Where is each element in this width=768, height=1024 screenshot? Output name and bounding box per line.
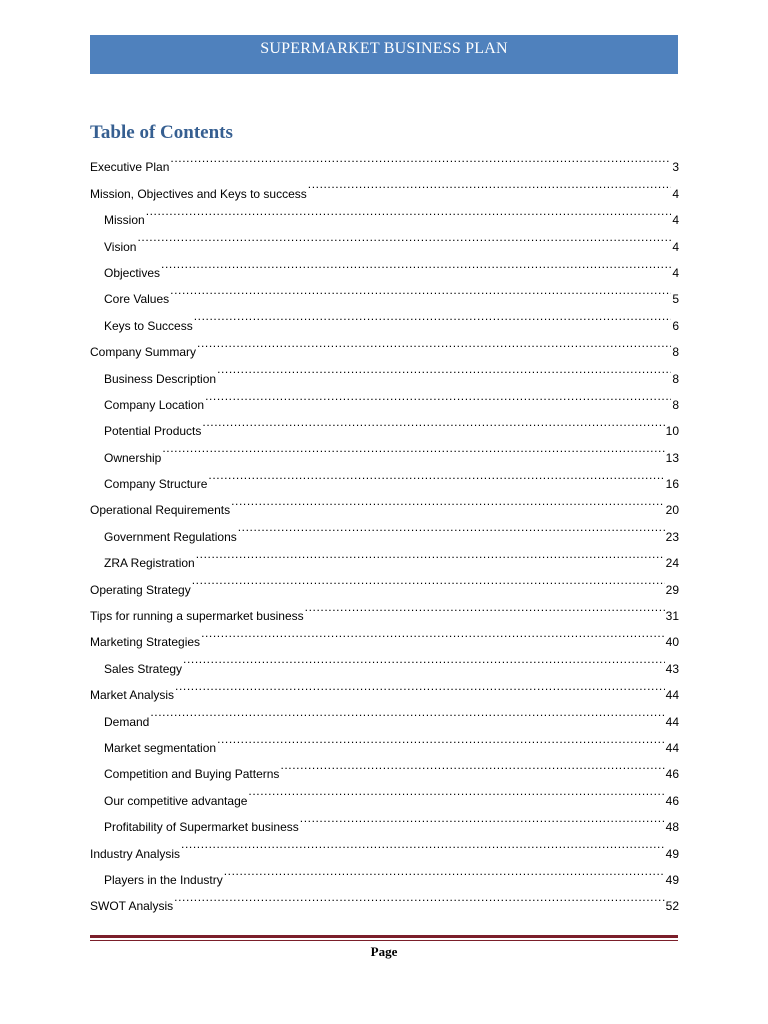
- toc-dot-leader: [280, 752, 664, 778]
- toc-entry-page-number: 46: [665, 793, 679, 808]
- toc-entry-title: Potential Products: [104, 424, 202, 439]
- toc-entry-page-number: 6: [672, 318, 679, 333]
- toc-entry-title: Industry Analysis: [90, 846, 181, 861]
- toc-entry-title: Operational Requirements: [90, 503, 231, 518]
- toc-entry-title: Mission, Objectives and Keys to success: [90, 186, 307, 201]
- toc-entry-page-number: 3: [672, 160, 679, 175]
- toc-entry[interactable]: [90, 462, 679, 492]
- toc-entry-title: Vision: [104, 239, 137, 254]
- toc-entry-page-number: 4: [672, 213, 679, 228]
- toc-entry-title: Mission: [104, 213, 145, 228]
- toc-entry-page-number: 29: [665, 582, 679, 597]
- toc-entry-page-number: 8: [672, 397, 679, 412]
- toc-entry-title: Business Description: [104, 371, 217, 386]
- toc-dot-leader: [305, 594, 665, 620]
- toc-entry-page-number: 49: [665, 846, 679, 861]
- toc-entry-page-number: 44: [665, 740, 679, 755]
- toc-entry-title: Demand: [104, 714, 150, 729]
- toc-dot-leader: [183, 646, 665, 672]
- toc-dot-leader: [231, 488, 665, 514]
- toc-dot-leader: [208, 462, 664, 488]
- toc-entry[interactable]: [90, 277, 679, 307]
- toc-entry[interactable]: [90, 726, 679, 755]
- toc-entry-page-number: 46: [665, 767, 679, 782]
- toc-entry-title: Company Summary: [90, 345, 197, 360]
- toc-entry[interactable]: [90, 251, 679, 280]
- toc-entry[interactable]: [90, 884, 679, 914]
- toc-dot-leader: [197, 330, 671, 356]
- toc-entry-title: Core Values: [104, 292, 170, 307]
- toc-entry-page-number: 49: [665, 872, 679, 887]
- toc-dot-leader: [248, 778, 664, 804]
- toc-entry[interactable]: [90, 171, 679, 201]
- toc-dot-leader: [238, 514, 665, 540]
- toc-dot-leader: [192, 567, 665, 593]
- toc-entry-page-number: 13: [665, 450, 679, 465]
- toc-entry-title: Operating Strategy: [90, 582, 191, 597]
- toc-dot-leader: [201, 620, 665, 646]
- toc-entry-title: SWOT Analysis: [90, 899, 174, 914]
- toc-entry-title: Market Analysis: [90, 688, 175, 703]
- toc-entry-page-number: 43: [665, 661, 679, 676]
- toc-dot-leader: [202, 409, 664, 435]
- toc-dot-leader: [194, 303, 672, 329]
- toc-entry-page-number: 8: [672, 371, 679, 386]
- toc-entry-page-number: 8: [672, 345, 679, 360]
- footer-rule-thin: [90, 940, 678, 941]
- toc-dot-leader: [170, 277, 671, 303]
- toc-entry-page-number: 16: [665, 477, 679, 492]
- toc-entry-title: Players in the Industry: [104, 872, 223, 887]
- toc-entry-title: Company Structure: [104, 477, 208, 492]
- toc-heading: Table of Contents: [90, 122, 233, 143]
- toc-entry[interactable]: [90, 699, 679, 729]
- toc-entry-page-number: 5: [672, 292, 679, 307]
- document-title: SUPERMARKET BUSINESS PLAN: [260, 39, 508, 57]
- toc-dot-leader: [308, 171, 672, 197]
- toc-entry[interactable]: [90, 435, 679, 465]
- toc-entry-page-number: 31: [665, 609, 679, 624]
- toc-dot-leader: [224, 858, 665, 884]
- toc-entry-title: Sales Strategy: [104, 661, 183, 676]
- toc-entry-title: Profitability of Supermarket business: [104, 820, 299, 835]
- toc-entry[interactable]: [90, 673, 679, 703]
- toc-entry-title: Our competitive advantage: [104, 793, 248, 808]
- toc-dot-leader: [146, 198, 672, 224]
- toc-dot-leader: [162, 435, 664, 461]
- toc-entry-page-number: 24: [665, 556, 679, 571]
- toc-entry-page-number: 20: [665, 503, 679, 518]
- footer-rule-thick: [90, 935, 678, 938]
- toc-entry-title: ZRA Registration: [104, 556, 195, 571]
- toc-dot-leader: [175, 673, 665, 699]
- toc-entry-title: Tips for running a supermarket business: [90, 609, 304, 624]
- toc-entry-title: Keys to Success: [104, 318, 193, 333]
- toc-dot-leader: [150, 699, 664, 725]
- toc-entry-page-number: 23: [665, 529, 679, 544]
- toc-entry[interactable]: [90, 303, 679, 333]
- footer-page-label: Page: [370, 944, 398, 959]
- toc-dot-leader: [137, 224, 671, 250]
- toc-entry-title: Objectives: [104, 265, 161, 280]
- toc-entry[interactable]: [90, 145, 679, 175]
- toc-dot-leader: [217, 726, 665, 752]
- toc-entry[interactable]: [90, 198, 679, 228]
- toc-entry-title: Government Regulations: [104, 529, 237, 544]
- toc-dot-leader: [205, 383, 671, 409]
- toc-entry-page-number: 48: [665, 820, 679, 835]
- toc-entry-page-number: 44: [665, 714, 679, 729]
- toc-entry-title: Marketing Strategies: [90, 635, 201, 650]
- toc-entry-title: Company Location: [104, 397, 205, 412]
- toc-dot-leader: [196, 541, 665, 567]
- toc-dot-leader: [300, 805, 665, 831]
- toc-entry[interactable]: [90, 224, 679, 254]
- toc-dot-leader: [170, 145, 671, 171]
- toc-entry-page-number: 10: [665, 424, 679, 439]
- toc-entry-title: Executive Plan: [90, 160, 170, 175]
- toc-entry-title: Competition and Buying Patterns: [104, 767, 280, 782]
- toc-entry-page-number: 4: [672, 239, 679, 254]
- toc-dot-leader: [217, 356, 671, 382]
- header-band: [90, 35, 678, 74]
- toc-list: [90, 145, 679, 914]
- toc-dot-leader: [174, 884, 665, 910]
- toc-entry-page-number: 52: [665, 899, 679, 914]
- footer-rule: [90, 935, 678, 942]
- toc-dot-leader: [181, 831, 665, 857]
- toc-entry-page-number: 4: [672, 186, 679, 201]
- toc-entry-title: Ownership: [104, 450, 162, 465]
- toc-dot-leader: [161, 251, 671, 277]
- toc-entry-page-number: 44: [665, 688, 679, 703]
- toc-entry-page-number: 40: [665, 635, 679, 650]
- toc-entry-page-number: 4: [672, 265, 679, 280]
- toc-entry-title: Market segmentation: [104, 740, 217, 755]
